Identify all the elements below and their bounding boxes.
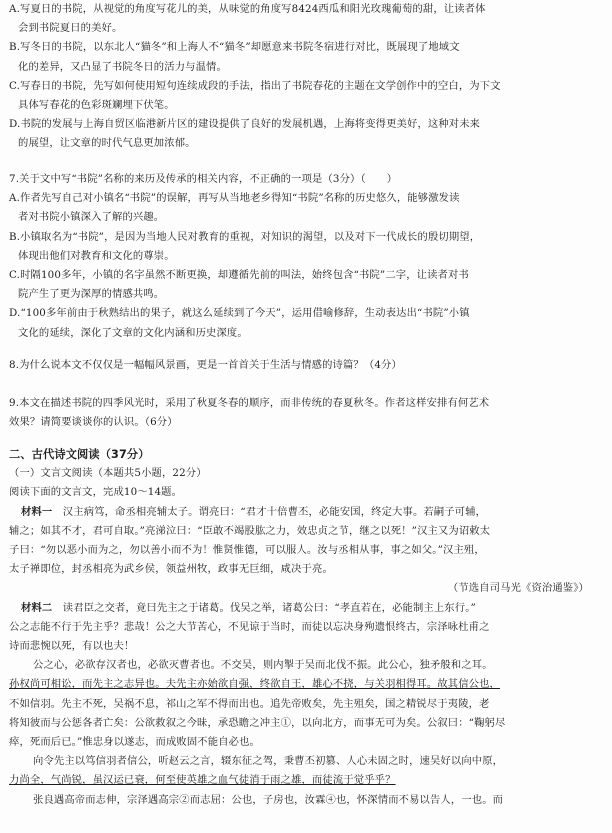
material-one-text: 汉主病笃，命丞相亮辅太子。谓亮曰：“君才十倍曹丕，必能安国，终定大事。若嗣子可辅， xyxy=(62,505,487,518)
material-two-line2: 公之志能不行于先主乎？悲哉！公之大节苦心，不见谅于当时，而徒以忘决身殉遗恨终古，宗泽咏杜甫之 xyxy=(9,620,490,633)
q8-stem: 8.为什么说本文不仅仅是一幅幅风景画，更是一首首关于生活与情感的诗篇？（4分） xyxy=(9,359,402,371)
q6-options xyxy=(9,0,607,154)
q7-option-d-line2: 文化的延续，深化了文章的文化内涵和历史深度。 xyxy=(18,326,248,339)
material-two-line11: 张良遇高帝而志伸，宗泽遇高宗②而志屈：公也，子房也，汝霖④也，怀深情而不易以告人，一也。而 xyxy=(33,793,504,806)
q6-option-d-line1: D.书院的发展与上海自贸区临港新片区的建设提供了良好的发展机遇，上海将变得更美好，这种对未来 xyxy=(9,118,481,131)
section-classical xyxy=(9,445,607,810)
material-two-line6: 不如信羽。先主不死，吴祸不息，祁山之军不得而出也。追先帝败矣，先主殂矣，国之精锐尽于夷陵，老 xyxy=(9,697,490,710)
material-two-line8: 瘁，死而后已。”惟忠身以遂志，而成败固不能自必也。 xyxy=(9,736,260,749)
q6-option-a-line1: A.写夏日的书院，从视觉的角度写花儿的美，从味觉的角度写8424西瓜和阳光玫瑰葡萄的甜，让读者体 xyxy=(9,3,486,15)
q7-option-b-line1: B.小镇取名为“书院”，是因为当地人民对教育的重视，对知识的渴望，以及对下一代成长的殷切期望， xyxy=(9,230,481,243)
material-two-line9: 向令先主以笃信羽者信公，听赵云之言，辍东征之驾，秉曹丕初篡、人心未固之时，速吴好以向中原， xyxy=(33,755,504,768)
material-two-line3: 诗而悲惋以死，有以也夫！ xyxy=(9,640,135,653)
material-two-text: 读君臣之交者，竟曰先主之于诸葛。伐吴之举，诸葛公曰：“孝直若在，必能制主上东行。” xyxy=(62,601,476,614)
material-one-source: （节选自司马光《资治通鉴》） xyxy=(447,582,589,595)
subsection-title: （一）文言文阅读（本题共5小题，22分） xyxy=(9,467,207,480)
q6-option-a-line2: 会到书院夏日的美好。 xyxy=(18,22,123,35)
q6-option-d-line2: 的展望，让文章的时代气息更加浓郁。 xyxy=(18,137,196,150)
material-two-line4: 公之心，必欲存汉者也，必欲灭曹者也。不交吴，则内掣于吴而北伐不振。此公心，独矛般和之耳。 xyxy=(33,659,493,672)
q7-option-b-line2: 体现出他们对教育和文化的尊崇。 xyxy=(18,249,175,262)
q6-option-c-line1: C.写春日的书院，先写如何使用短句连续成段的手法，指出了书院春花的主题在文学创作中的空白，为下文 xyxy=(9,79,501,92)
question-7 xyxy=(9,170,607,343)
material-one-line1 xyxy=(9,503,607,522)
question-9 xyxy=(9,394,607,432)
q9-line2: 效果？请简要谈谈你的认识。（6分） xyxy=(9,416,178,429)
q9-line1: 9.本文在描述书院的四季风光时，采用了秋夏冬春的顺序，而非传统的春夏秋冬。作者这样安排有何艺术 xyxy=(9,397,490,409)
q7-option-a-line1: A.作者先写自己对小镇名“书院”的误解，再写从当地老乡得知“书院”名称的历史悠久，能够激发读 xyxy=(9,192,460,205)
material-two-label: 材料二 xyxy=(21,601,53,614)
material-two-line10: 力尚全，气尚锐，虽汉运已衰，何至使英雄之血气徒消于雨之雄，而徒流于觉乎乎？ xyxy=(9,774,396,787)
material-one-label: 材料一 xyxy=(21,505,53,518)
q6-option-c-line2: 具体写春花的色彩斑斓埋下伏笔。 xyxy=(18,99,175,112)
q7-option-c-line2: 院产生了更为深厚的情感共鸣。 xyxy=(18,288,165,301)
material-one-line4: 太子禅即位，封丞相亮为武乡侯，领益州牧，政事无巨细，咸决于亮。 xyxy=(9,563,333,576)
material-two-line1 xyxy=(9,599,607,618)
q7-option-a-line2: 者对书院小镇深入了解的兴趣。 xyxy=(18,211,165,224)
material-two-line5: 孙权尚可相讼，而先主之志异也。夫先主亦始欲自强，终欲自王，雄心不挠，与关羽相得耳。故其信公也， xyxy=(9,678,501,691)
q7-stem: 7.关于文中写“书院”名称的来历及传承的相关内容，不正确的一项是（3分）（ ） xyxy=(9,173,398,185)
material-one-line3: 子曰：“勿以恶小而为之，勿以善小而不为！惟贤惟德，可以服人。汝与丞相从事，事之如父。”汉主殂， xyxy=(9,544,485,557)
q6-option-b-line2: 化的差异，又凸显了书院冬日的活力与温情。 xyxy=(18,60,227,73)
material-one-line2: 辅之；如其不才，君可自取。”亮涕泣曰：“臣敢不竭股肱之力，效忠贞之节，继之以死！”汉主又为诏敕太 xyxy=(9,524,491,537)
q6-option-b-line1: B.写冬日的书院，以东北人“猫冬”和上海人不“猫冬”却愿意来书院冬宿进行对比，既展现了地域文 xyxy=(9,41,460,54)
question-8 xyxy=(9,356,607,375)
q7-option-d-line1: D.“100多年前由于秋熟结出的果子，就这么延续到了今天”，运用借喻修辞，生动表达出“书院”小镇 xyxy=(9,307,470,320)
reading-instruction: 阅读下面的文言文，完成10～14题。 xyxy=(9,486,183,499)
q7-option-c-line1: C.时隔100多年，小镇的名字虽然不断更换，却遵循先前的叫法，始终包含“书院”二字，让读者对书 xyxy=(9,269,469,282)
material-two-line7: 将知彼而与公惩各者亡矣：公欲救叙之今昧，承恐瞻之冲主①，以向北方，而事无可为矣。公叙曰：“鞠躬尽 xyxy=(9,716,506,729)
section-title: 二、古代诗文阅读（37分） xyxy=(9,448,150,461)
